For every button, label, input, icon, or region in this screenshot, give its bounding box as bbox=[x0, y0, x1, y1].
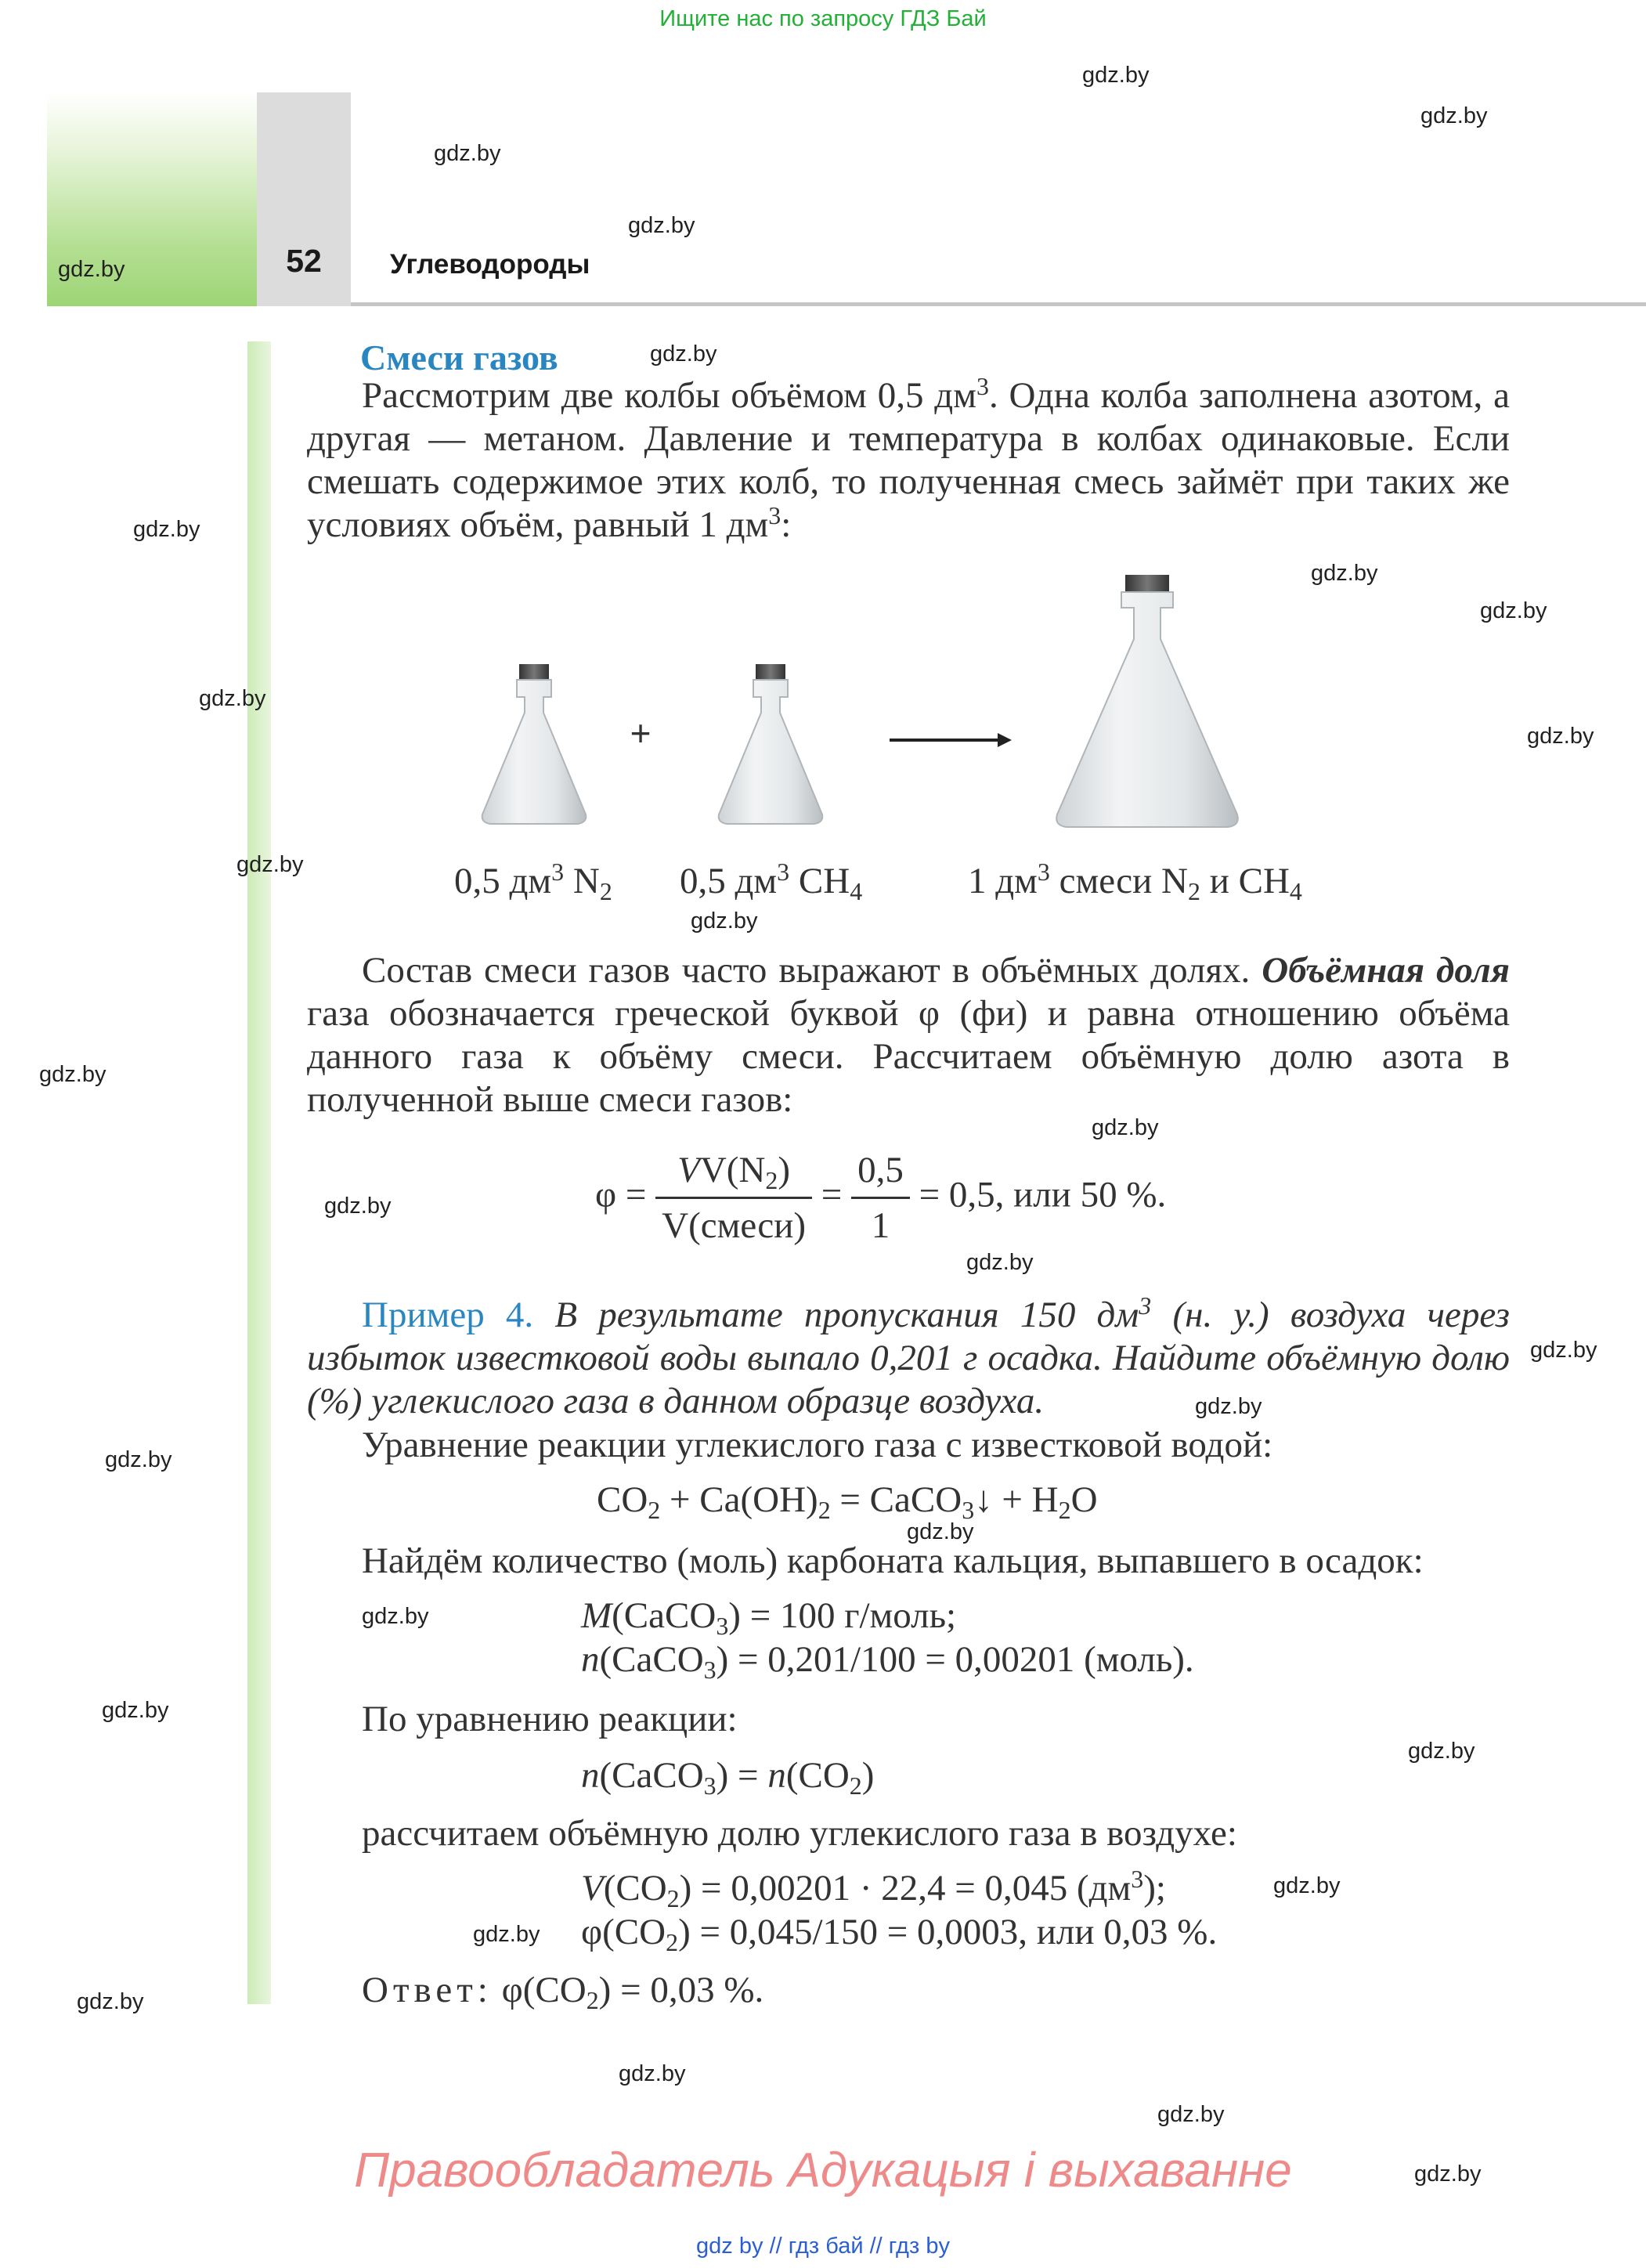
page-number: 52 bbox=[286, 243, 322, 279]
watermark: gdz.by bbox=[1480, 598, 1547, 623]
watermark: gdz.by bbox=[650, 341, 717, 367]
watermark: gdz.by bbox=[1530, 1338, 1597, 1363]
svg-text:+: + bbox=[630, 713, 652, 753]
flasks-illustration bbox=[454, 564, 1253, 830]
volume-fraction-formula: φ = $\frac{VV(N_2)}{\text{V(смеси)}}$ = $\frac{0,5}{1}$ = 0,5, или 50 %. bbox=[595, 1145, 1166, 1251]
example-problem: Пример 4. В результате пропускания 150 $дм^3$ (н. у.) воздуха через избыток известковой воды выпало 0,201 г осадка. Найдите объёмную долю (%) углекислого газа в данном образце воздуха. bbox=[307, 1292, 1510, 1421]
caption-nitrogen: 0,5 $дм^3$ $N_2$ bbox=[454, 858, 612, 905]
watermark: gdz.by bbox=[236, 852, 304, 877]
watermark: gdz.by bbox=[1195, 1394, 1262, 1419]
watermark: gdz.by bbox=[105, 1447, 172, 1472]
co2-volume-line: $V(CO_2) = 0,00201 \cdot 22,4 = 0,045$ $(дм^3)$; bbox=[581, 1865, 1166, 1912]
caption-methane: 0,5 $дм^3$ $CH_4$ bbox=[680, 858, 863, 905]
watermark: gdz.by bbox=[1414, 2161, 1482, 2187]
watermark: gdz.by bbox=[1408, 1739, 1475, 1764]
watermark: gdz.by bbox=[362, 1604, 429, 1629]
watermark: gdz.by bbox=[434, 141, 501, 166]
watermark: gdz.by bbox=[199, 686, 266, 711]
equality-line: n(CaCO$_3$) = $n(CO_2)$ bbox=[581, 1755, 875, 1800]
chapter-title: Углеводороды bbox=[390, 249, 590, 280]
watermark: gdz.by bbox=[1157, 2102, 1225, 2127]
solution-find: Найдём количество (моль) карбоната кальция, выпавшего в осадок: bbox=[362, 1540, 1424, 1581]
watermark: gdz.by bbox=[1273, 1873, 1341, 1898]
answer-line: Ответ: $\varphi(CO_2) = 0,03$ %. bbox=[362, 1970, 764, 2014]
reaction-arrow bbox=[890, 733, 1012, 747]
molar-mass-line: M(CaCO$_3$) = 100 г/моль; bbox=[581, 1595, 957, 1640]
volume-fraction-paragraph: Состав смеси газов часто выражают в объёмных долях. Объёмная доля газа обозначается греческой буквой φ (фи) и равна отношению объёма данного газа к объёму смеси. Рассчитаем объёмную долю азота в полученной выше смеси газов: bbox=[307, 950, 1511, 1120]
small-flask-right bbox=[719, 664, 823, 824]
plus-sign bbox=[630, 713, 652, 753]
co2-fraction-line: $\varphi(CO_2) = 0,045/150 = 0,0003$, или 0,03 %. bbox=[581, 1912, 1218, 1956]
watermark: gdz.by bbox=[628, 213, 695, 238]
watermark: gdz.by bbox=[907, 1519, 974, 1544]
watermark: gdz.by bbox=[619, 2061, 686, 2086]
watermark: gdz.by bbox=[58, 257, 125, 282]
caption-mixture: 1 $дм^3$ смеси $N_2$ и $CH_4$ bbox=[968, 858, 1302, 905]
amount-line: n(CaCO$_3$) = 0,201/100 = 0,00201 (моль). bbox=[581, 1639, 1194, 1684]
example-label: Пример 4. bbox=[362, 1295, 534, 1335]
top-banner[interactable]: Ищите нас по запросу ГДЗ Бай bbox=[659, 6, 987, 31]
reaction-equation: $CO_2 + Ca(OH)_2$ = CaCO$_3$↓ + $H_2O$ bbox=[597, 1479, 1098, 1524]
by-equation-text: По уравнению реакции: bbox=[362, 1699, 738, 1739]
watermark: gdz.by bbox=[39, 1062, 106, 1087]
watermark: gdz.by bbox=[1092, 1115, 1159, 1140]
small-flask-left bbox=[482, 664, 587, 824]
watermark: gdz.by bbox=[324, 1194, 392, 1219]
solution-intro: Уравнение реакции углекислого газа с известковой водой: bbox=[362, 1425, 1273, 1465]
watermark: gdz.by bbox=[1420, 103, 1488, 128]
calculate-text: рассчитаем объёмную долю углекислого газа в воздухе: bbox=[362, 1813, 1237, 1854]
watermark: gdz.by bbox=[966, 1250, 1034, 1275]
watermark: gdz.by bbox=[1082, 63, 1150, 88]
watermark: gdz.by bbox=[473, 1922, 540, 1947]
intro-paragraph: Рассмотрим две колбы объёмом 0,5 $дм^3$. Одна колба заполнена азотом, а другая — метаном. Давление и температура в колбах одинаковые. Если смешать содержимое этих колб, то полученная смесь займёт при таких же условиях объём, равный 1 $дм^3$: bbox=[307, 373, 1510, 545]
watermark: gdz.by bbox=[102, 1698, 169, 1723]
margin-bar bbox=[247, 341, 271, 2004]
watermark: gdz.by bbox=[691, 908, 758, 934]
header-divider bbox=[351, 302, 1646, 306]
watermark: gdz.by bbox=[1527, 724, 1594, 749]
section-heading: Смеси газов bbox=[360, 338, 558, 377]
footer-links[interactable]: gdz by // гдз бай // гдз by bbox=[696, 2234, 950, 2259]
large-flask bbox=[1056, 575, 1238, 827]
watermark: gdz.by bbox=[77, 1989, 144, 2014]
watermark: gdz.by bbox=[133, 517, 200, 542]
copyright-notice: Правообладатель Адукацыя і выхаванне bbox=[354, 2143, 1292, 2198]
watermark: gdz.by bbox=[1311, 561, 1378, 586]
